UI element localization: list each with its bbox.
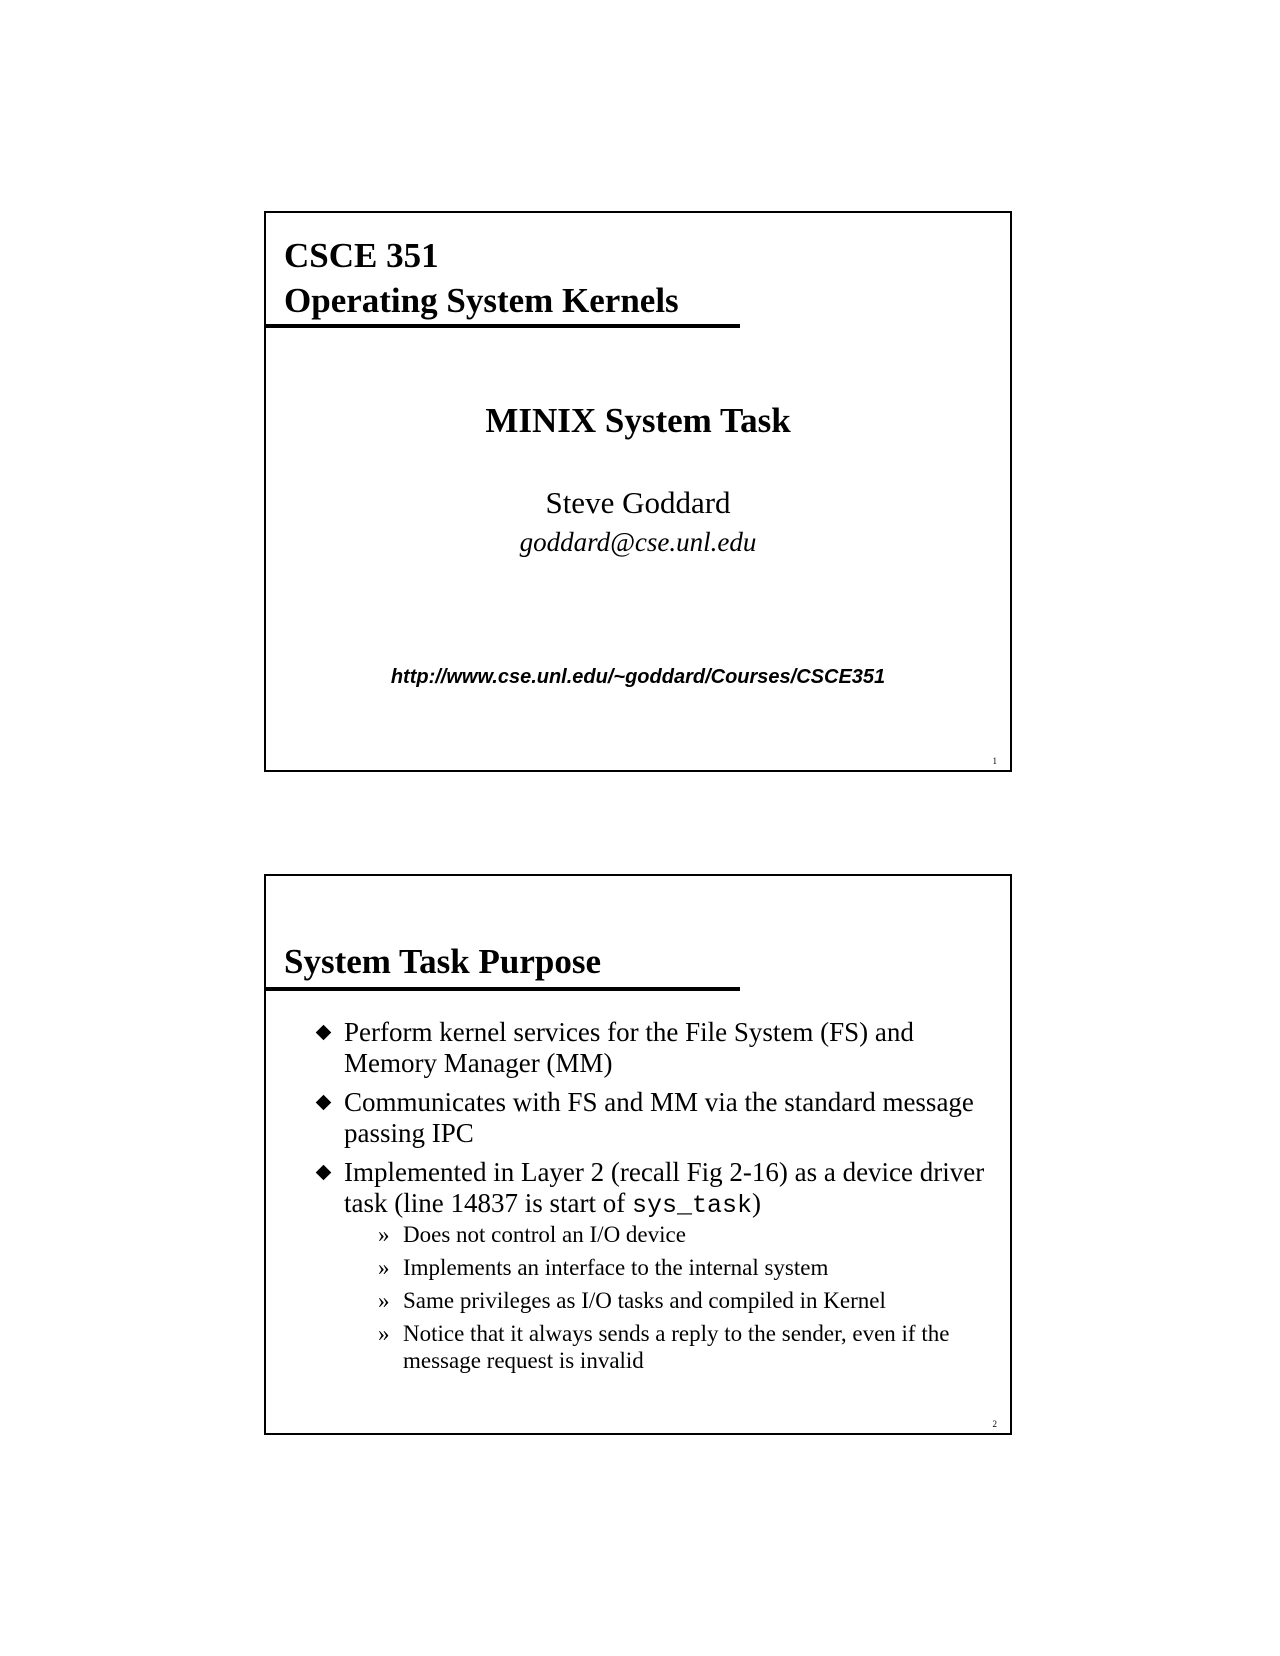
bullet-text: Perform kernel services for the File System (FS) and Memory Manager (MM) xyxy=(344,1017,914,1078)
diamond-bullet-icon xyxy=(316,1025,332,1041)
course-name: Operating System Kernels xyxy=(284,281,679,320)
bullet-text-end: ) xyxy=(752,1188,761,1218)
list-item xyxy=(316,1087,986,1149)
list-item xyxy=(372,1221,986,1248)
author-email: goddard@cse.unl.edu xyxy=(519,527,757,557)
list-item xyxy=(372,1287,986,1314)
list-item xyxy=(372,1254,986,1281)
sub-bullet-text: Does not control an I/O device xyxy=(403,1222,686,1247)
chevron-bullet-icon: » xyxy=(378,1255,390,1280)
slide-number: 1 xyxy=(992,756,997,766)
list-item xyxy=(316,1157,986,1374)
list-item xyxy=(372,1320,986,1374)
slide-title: System Task Purpose xyxy=(284,942,602,981)
course-heading xyxy=(284,233,679,323)
sub-bullet-text: Notice that it always sends a reply to the sender, even if the message request is invalid xyxy=(403,1321,950,1373)
diamond-bullet-icon xyxy=(316,1095,332,1111)
title-underline xyxy=(266,324,740,328)
course-url: http://www.cse.unl.edu/~goddard/Courses/CSCE351 xyxy=(390,666,886,688)
slide-1 xyxy=(264,211,1012,772)
course-code: CSCE 351 xyxy=(284,236,439,275)
list-item xyxy=(316,1017,986,1079)
bullet-list xyxy=(316,1017,986,1382)
chevron-bullet-icon: » xyxy=(378,1222,390,1247)
sub-bullet-text: Same privileges as I/O tasks and compiled in Kernel xyxy=(403,1288,886,1313)
chevron-bullet-icon: » xyxy=(378,1321,390,1346)
code-sys-task: sys_task xyxy=(631,1191,752,1220)
slide-2 xyxy=(264,874,1012,1435)
sub-bullet-list xyxy=(344,1221,986,1374)
bullet-text: Communicates with FS and MM via the standard message passing IPC xyxy=(344,1087,974,1148)
chevron-bullet-icon: » xyxy=(378,1288,390,1313)
sub-bullet-text: Implements an interface to the internal system xyxy=(403,1255,829,1280)
title-underline xyxy=(266,987,740,991)
diamond-bullet-icon xyxy=(316,1165,332,1181)
lecture-title: MINIX System Task xyxy=(485,401,791,440)
bullet-text: Implemented in Layer 2 (recall Fig 2-16) as a device driver task (line 14837 is start of xyxy=(344,1157,985,1218)
slide-number: 2 xyxy=(992,1419,997,1429)
author-name: Steve Goddard xyxy=(545,485,731,520)
